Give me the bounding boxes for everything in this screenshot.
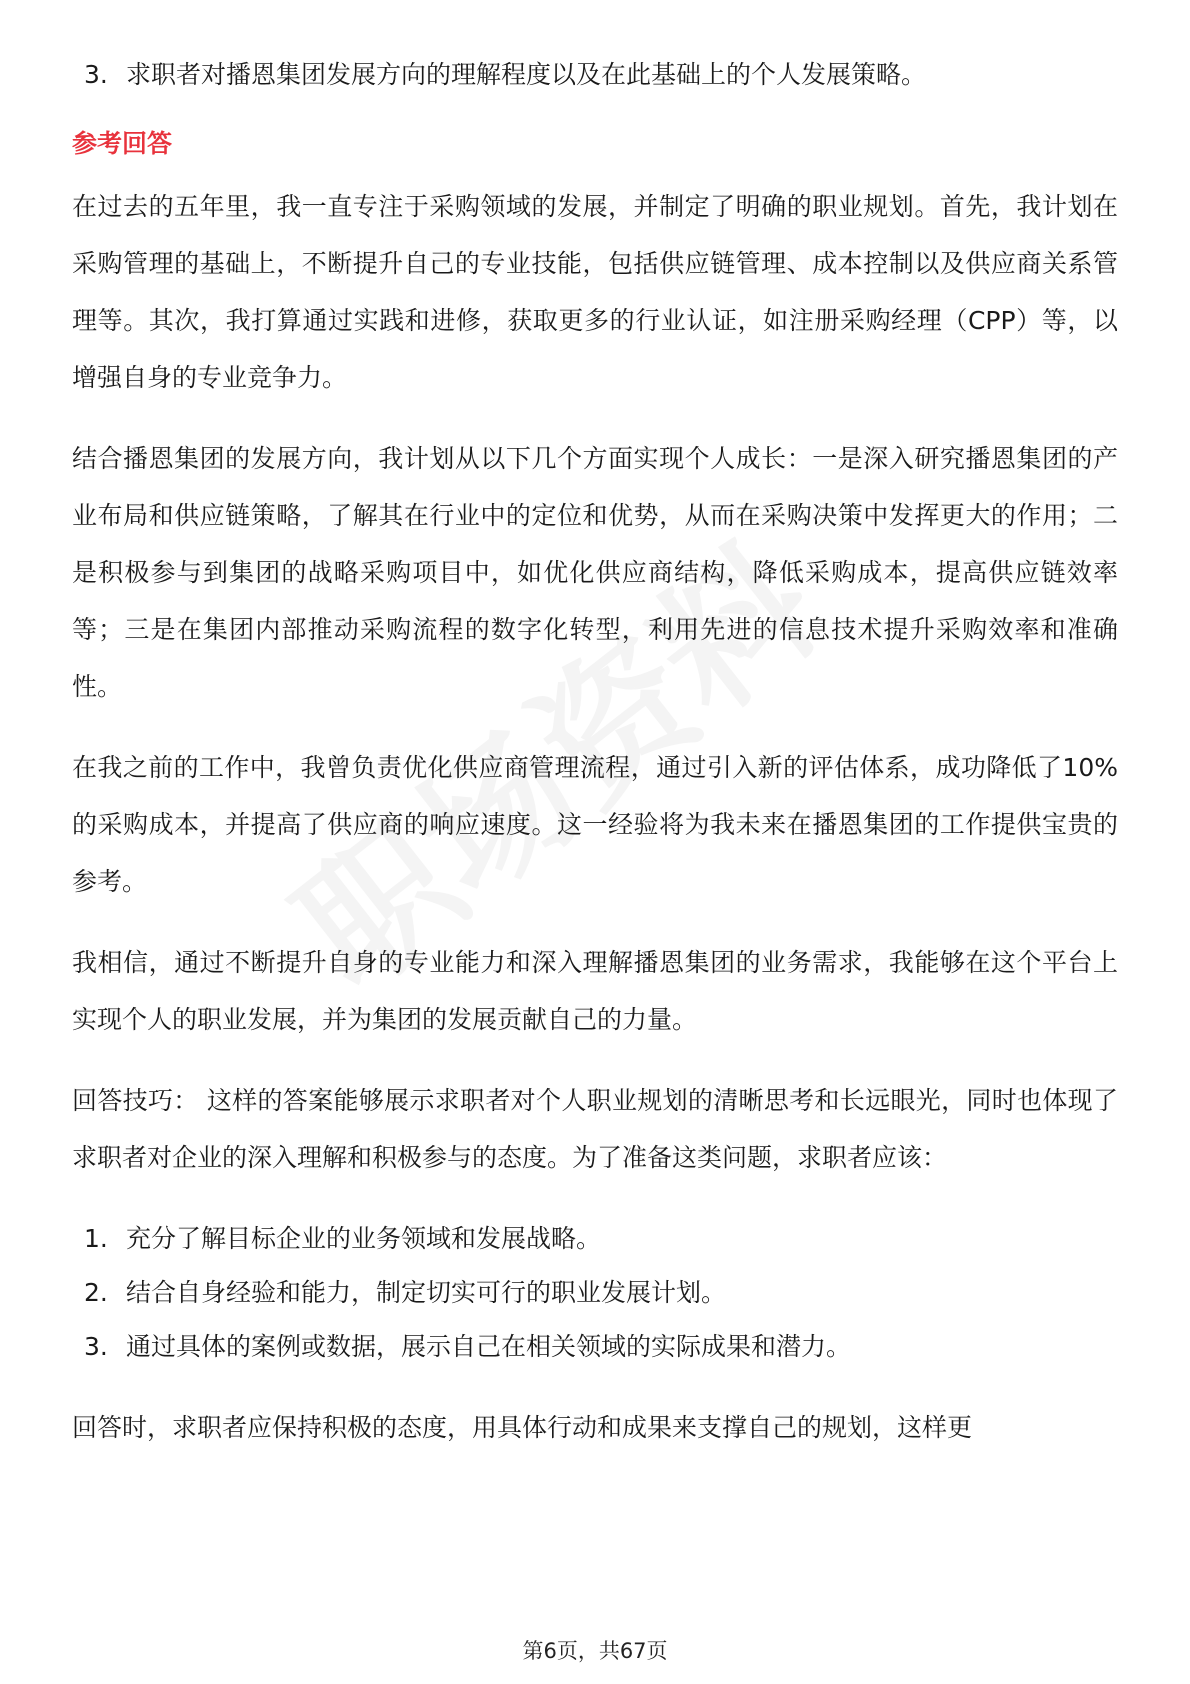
list-item-top	[72, 58, 1118, 92]
section-heading: 参考回答	[72, 129, 173, 158]
list-text: 充分了解目标企业的业务领域和发展战略。	[126, 1224, 602, 1253]
list-text: 通过具体的案例或数据，展示自己在相关领域的实际成果和潜力。	[126, 1332, 852, 1361]
paragraph-4: 我相信，通过不断提升自身的专业能力和深入理解播恩集团的业务需求，我能够在这个平台上实现个人的职业发展，并为集团的发展贡献自己的力量。	[72, 948, 1118, 1034]
paragraph-2: 结合播恩集团的发展方向，我计划从以下几个方面实现个人成长：一是深入研究播恩集团的产业布局和供应链策略，了解其在行业中的定位和优势，从而在采购决策中发挥更大的作用；二是积极参与到集团的战略采购项目中，如优化供应商结构，降低采购成本，提高供应链效率等；三是在集团内部推动采购流程的数字化转型，利用先进的信息技术提升采购效率和准确性。	[72, 444, 1118, 701]
list-number: 2.	[84, 1278, 108, 1307]
paragraph-tips-intro: 回答技巧： 这样的答案能够展示求职者对个人职业规划的清晰思考和长远眼光，同时也体现了求职者对企业的深入理解和积极参与的态度。为了准备这类问题，求职者应该：	[72, 1086, 1118, 1172]
list-text: 结合自身经验和能力，制定切实可行的职业发展计划。	[126, 1278, 727, 1307]
list-number: 3.	[84, 60, 108, 89]
paragraph-closing: 回答时，求职者应保持积极的态度，用具体行动和成果来支撑自己的规划，这样更	[72, 1413, 973, 1442]
page-content	[72, 58, 1118, 1456]
paragraph-1: 在过去的五年里，我一直专注于采购领域的发展，并制定了明确的职业规划。首先，我计划在采购管理的基础上，不断提升自己的专业技能，包括供应链管理、成本控制以及供应商关系管理等。其次，我打算通过实践和进修，获取更多的行业认证，如注册采购经理（CPP）等，以增强自身的专业竞争力。	[72, 192, 1118, 392]
list-item	[72, 1330, 1118, 1364]
list-text: 求职者对播恩集团发展方向的理解程度以及在此基础上的个人发展策略。	[126, 60, 927, 89]
list-number: 1.	[84, 1224, 108, 1253]
paragraph-3: 在我之前的工作中，我曾负责优化供应商管理流程，通过引入新的评估体系，成功降低了10%的采购成本，并提高了供应商的响应速度。这一经验将为我未来在播恩集团的工作提供宝贵的参考。	[72, 753, 1118, 896]
page-footer: 第6页，共67页	[522, 1639, 668, 1663]
tips-list	[72, 1222, 1118, 1364]
list-item	[72, 1276, 1118, 1310]
list-number: 3.	[84, 1332, 108, 1361]
list-item	[72, 1222, 1118, 1256]
